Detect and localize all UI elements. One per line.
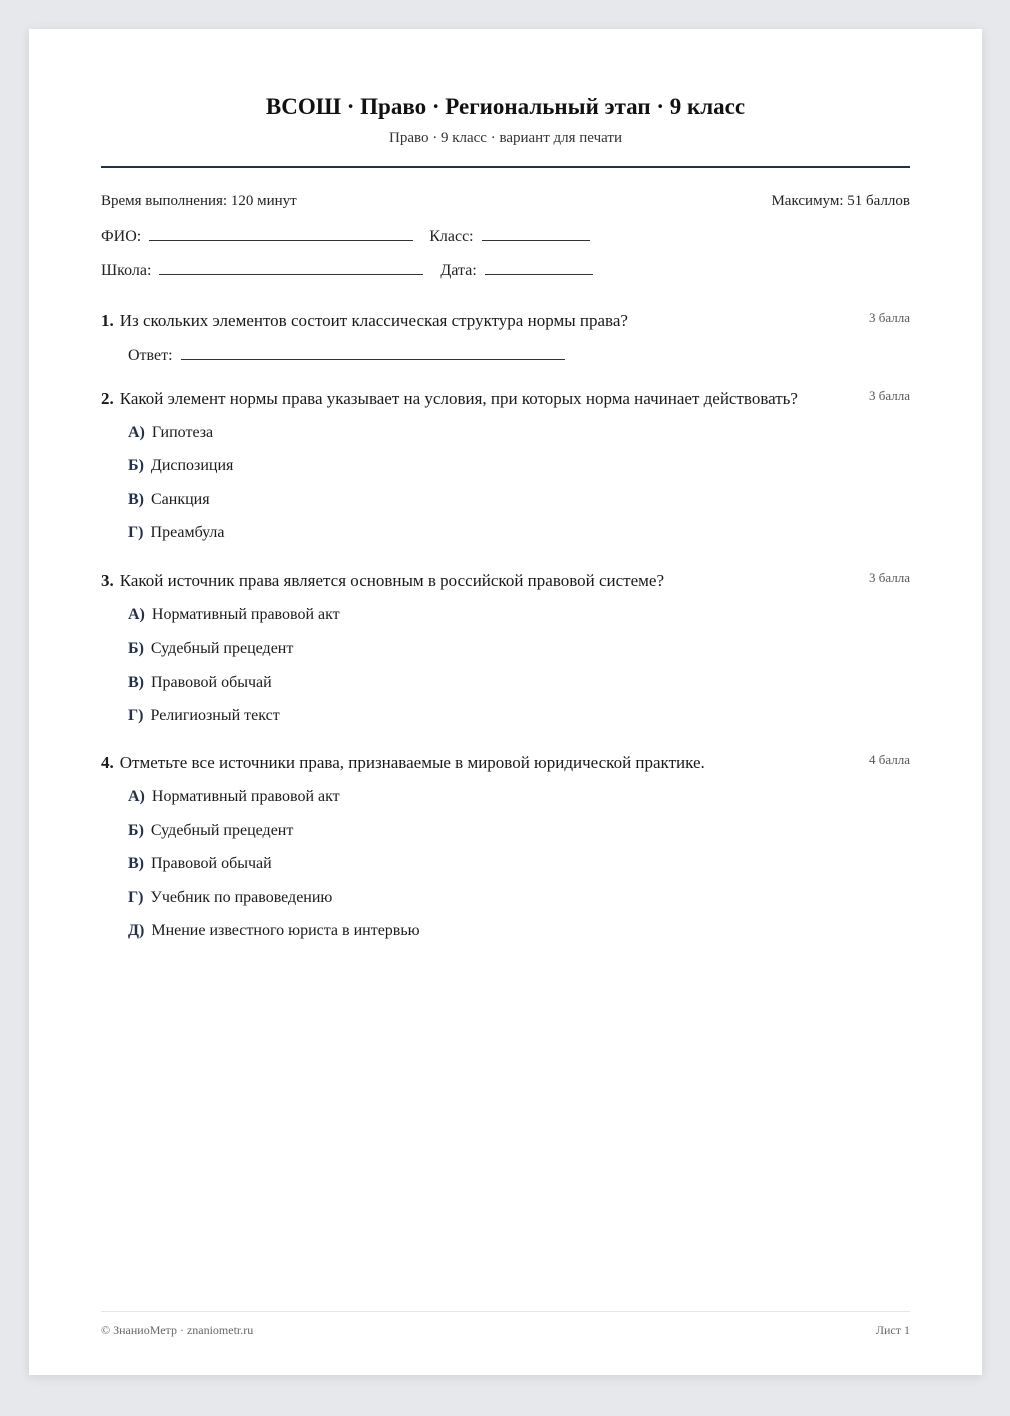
question-4 <box>101 752 910 939</box>
time-limit: Время выполнения: 120 минут <box>101 193 297 209</box>
footer-copyright: © ЗнаниоМетр · znaniometr.ru <box>101 1323 254 1337</box>
footer-divider <box>101 1311 910 1312</box>
question-number: 2. <box>101 389 114 408</box>
header-divider <box>101 166 910 168</box>
answer-field[interactable] <box>181 345 565 360</box>
option-text: Судебный прецедент <box>150 822 294 839</box>
option-letter: Г) <box>128 524 144 541</box>
question-points: 4 балла <box>869 752 910 767</box>
question-points: 3 балла <box>869 310 910 325</box>
max-score: Максимум: 51 баллов <box>771 193 910 209</box>
option-text: Нормативный правовой акт <box>151 606 340 623</box>
question-text: Какой источник права является основным в российской правовой системе? <box>119 571 664 590</box>
option-text: Нормативный правовой акт <box>151 788 340 805</box>
question-header <box>101 310 910 332</box>
option-text: Учебник по правоведению <box>150 889 333 906</box>
question-points: 3 балла <box>869 570 910 585</box>
option-e[interactable] <box>128 922 420 940</box>
option-c[interactable] <box>128 674 272 692</box>
option-letter: А) <box>128 606 145 623</box>
option-d[interactable] <box>128 889 332 907</box>
question-text: Какой элемент нормы права указывает на условия, при которых норма начинает действовать? <box>119 389 798 408</box>
option-letter: Б) <box>128 640 144 657</box>
name-label: ФИО: <box>101 228 142 245</box>
date-field[interactable] <box>485 260 593 275</box>
class-label: Класс: <box>429 228 474 245</box>
option-a[interactable] <box>128 788 340 806</box>
question-number: 3. <box>101 571 114 590</box>
page-subtitle: Право · 9 класс · вариант для печати <box>389 130 622 146</box>
question-text: Отметьте все источники права, признаваемые в мировой юридической практике. <box>119 753 705 772</box>
option-letter: Г) <box>128 707 144 724</box>
question-text: Из скольких элементов состоит классическая структура нормы права? <box>119 311 628 330</box>
page-number: Лист 1 <box>875 1323 910 1337</box>
option-text: Мнение известного юриста в интервью <box>151 922 420 939</box>
question-1 <box>101 310 910 364</box>
sheet-content <box>101 29 910 1375</box>
option-letter: В) <box>128 855 144 872</box>
option-c[interactable] <box>128 491 210 509</box>
option-b[interactable] <box>128 822 293 840</box>
option-text: Религиозный текст <box>150 707 280 724</box>
answer-label: Ответ: <box>128 347 173 364</box>
question-points: 3 балла <box>869 388 910 403</box>
option-letter: Б) <box>128 822 144 839</box>
school-label: Школа: <box>101 262 152 279</box>
question-header <box>101 388 910 410</box>
school-field[interactable] <box>159 260 423 275</box>
option-d[interactable] <box>128 707 280 725</box>
option-text: Диспозиция <box>150 457 234 474</box>
option-letter: В) <box>128 674 144 691</box>
option-letter: А) <box>128 424 145 441</box>
option-text: Гипотеза <box>151 424 214 441</box>
option-letter: Г) <box>128 889 144 906</box>
option-text: Судебный прецедент <box>150 640 294 657</box>
option-letter: Д) <box>128 922 145 939</box>
option-text: Санкция <box>151 491 210 508</box>
page-title: ВСОШ · Право · Региональный этап · 9 класс <box>265 94 746 119</box>
class-field[interactable] <box>482 226 590 241</box>
option-letter: В) <box>128 491 144 508</box>
school-date-row <box>101 260 593 280</box>
answer-row <box>128 345 565 365</box>
date-label: Дата: <box>440 262 477 279</box>
option-a[interactable] <box>128 606 340 624</box>
question-header <box>101 752 910 774</box>
option-b[interactable] <box>128 640 293 658</box>
option-d[interactable] <box>128 524 225 542</box>
option-text: Правовой обычай <box>151 855 272 872</box>
question-number: 1. <box>101 311 114 330</box>
name-field[interactable] <box>149 226 413 241</box>
question-3 <box>101 570 910 724</box>
question-number: 4. <box>101 753 114 772</box>
option-letter: Б) <box>128 457 144 474</box>
option-letter: А) <box>128 788 145 805</box>
name-class-row <box>101 226 590 246</box>
question-header <box>101 570 910 592</box>
option-a[interactable] <box>128 424 213 442</box>
option-text: Правовой обычай <box>151 674 272 691</box>
option-c[interactable] <box>128 855 272 873</box>
option-text: Преамбула <box>150 524 225 541</box>
question-2 <box>101 388 910 541</box>
option-b[interactable] <box>128 457 233 475</box>
print-sheet <box>29 29 982 1375</box>
